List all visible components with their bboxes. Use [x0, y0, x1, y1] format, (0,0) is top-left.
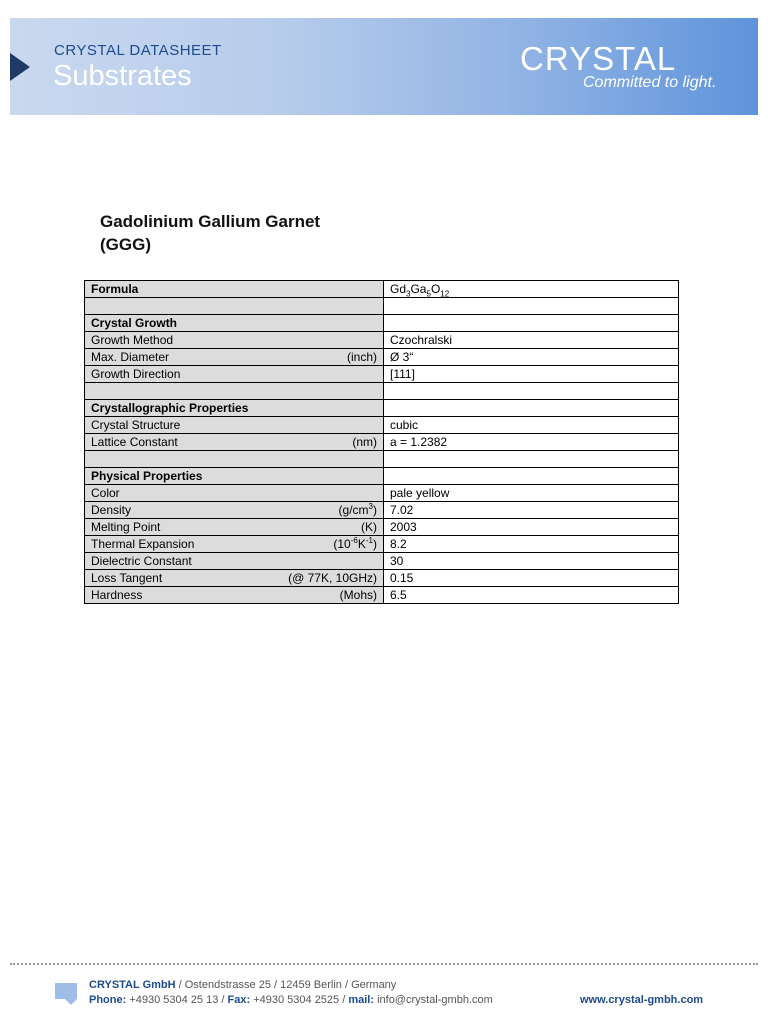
row-label: Density — [91, 502, 132, 517]
table-row — [85, 349, 679, 366]
formula-value — [384, 281, 679, 298]
row-label: Max. Diameter — [91, 349, 170, 364]
row-label: Growth Method — [91, 332, 174, 347]
section-heading — [85, 315, 384, 332]
unit-superscript: 3 — [368, 501, 373, 511]
row-value: Ø 3“ — [384, 349, 679, 366]
properties-table — [84, 280, 679, 604]
brand-tagline: Committed to light. — [583, 74, 717, 91]
row-unit-thermal — [333, 537, 377, 552]
table-row — [85, 366, 679, 383]
footer-fax: +4930 5304 2525 / — [250, 994, 349, 1006]
row-value: 7.02 — [384, 502, 679, 519]
formula-subscript: 3 — [406, 288, 411, 298]
header-title: Substrates — [53, 60, 192, 92]
table-row — [85, 502, 679, 519]
unit-part: (g/cm — [338, 502, 369, 517]
row-label-cell — [85, 434, 384, 451]
formula-part: Ga — [410, 281, 427, 296]
brand-logo-part: CR — [520, 40, 570, 77]
brand-logo — [520, 40, 676, 78]
brand-logo-y: Y — [569, 40, 593, 77]
row-label: Growth Direction — [91, 366, 181, 381]
table-row — [85, 570, 679, 587]
footer-company: CRYSTAL GmbH — [89, 979, 176, 991]
row-label: Melting Point — [91, 519, 161, 534]
row-label-cell — [85, 502, 384, 519]
table-row-spacer — [85, 383, 679, 400]
table-row — [85, 553, 679, 570]
formula-subscript: 12 — [440, 288, 450, 298]
table-row — [85, 434, 679, 451]
row-label-cell — [85, 332, 384, 349]
row-label: Crystal Structure — [91, 417, 181, 432]
footer-website-link[interactable]: www.crystal-gmbh.com — [580, 994, 704, 1006]
unit-part: (10 — [333, 536, 351, 551]
section-heading-value — [384, 400, 679, 417]
speech-bubble-icon — [55, 983, 77, 999]
row-value: 8.2 — [384, 536, 679, 553]
row-value: 6.5 — [384, 587, 679, 604]
row-label: Loss Tangent — [91, 570, 163, 585]
row-label: Physical Properties — [91, 468, 203, 483]
row-unit: (nm) — [352, 434, 377, 449]
row-label-cell — [85, 553, 384, 570]
footer-mail-label: mail: — [348, 994, 375, 1006]
footer-address: / Ostendstrasse 25 / 12459 Berlin / Germany — [175, 979, 397, 991]
row-label-cell — [85, 417, 384, 434]
spacer-cell — [85, 298, 384, 315]
row-value: 0.15 — [384, 570, 679, 587]
header-subtitle: CRYSTAL DATASHEET — [54, 42, 222, 59]
unit-part: ) — [373, 502, 377, 517]
row-value: a = 1.2382 — [384, 434, 679, 451]
row-value: pale yellow — [384, 485, 679, 502]
row-label: Formula — [91, 281, 139, 296]
brand-logo-part: STAL — [592, 40, 677, 77]
table-row — [85, 587, 679, 604]
spacer-cell — [384, 383, 679, 400]
footer-phone-label: Phone: — [89, 994, 127, 1006]
datasheet-header-banner — [10, 18, 758, 115]
row-label: Crystal Growth — [91, 315, 178, 330]
table-row — [85, 485, 679, 502]
table-row-spacer — [85, 451, 679, 468]
table-row-section-heading — [85, 468, 679, 485]
unit-superscript: -1 — [365, 535, 373, 545]
table-row-section-heading — [85, 315, 679, 332]
row-label: Hardness — [91, 587, 143, 602]
formula-part: O — [430, 281, 441, 296]
row-label-cell — [85, 349, 384, 366]
arrow-icon — [10, 53, 30, 81]
footer-fax-label: Fax: — [227, 994, 251, 1006]
footer-mail-link[interactable]: info@crystal-gmbh.com — [374, 994, 493, 1006]
row-label: Lattice Constant — [91, 434, 178, 449]
section-heading-value — [384, 468, 679, 485]
row-label-cell — [85, 570, 384, 587]
unit-superscript: -6 — [350, 535, 358, 545]
table-row-spacer — [85, 298, 679, 315]
row-value: 30 — [384, 553, 679, 570]
row-label-cell — [85, 485, 384, 502]
footer-divider — [10, 963, 758, 965]
row-label-cell — [85, 587, 384, 604]
row-label: Dielectric Constant — [91, 553, 192, 568]
row-unit-density — [339, 503, 377, 518]
spacer-cell — [384, 451, 679, 468]
row-unit: (Mohs) — [339, 587, 377, 602]
table-row — [85, 536, 679, 553]
product-title-line2: (GGG) — [100, 235, 151, 254]
row-label-cell — [85, 536, 384, 553]
footer-contact-line — [89, 994, 493, 1006]
spacer-cell — [384, 298, 679, 315]
table-row — [85, 417, 679, 434]
table-row-section-heading — [85, 400, 679, 417]
formula-part: Gd — [390, 281, 407, 296]
footer-address-line — [89, 979, 396, 991]
row-value: Czochralski — [384, 332, 679, 349]
unit-part: ) — [373, 536, 377, 551]
row-value: 2003 — [384, 519, 679, 536]
row-value: cubic — [384, 417, 679, 434]
section-heading — [85, 400, 384, 417]
formula-subscript: 5 — [426, 288, 431, 298]
speech-bubble-icon-tail — [65, 999, 77, 1005]
row-label-cell — [85, 519, 384, 536]
formula-label — [85, 281, 384, 298]
table-row — [85, 332, 679, 349]
table-row — [85, 519, 679, 536]
row-unit: (K) — [361, 519, 377, 534]
row-label: Crystallographic Properties — [91, 400, 249, 415]
row-label: Color — [91, 485, 120, 500]
unit-part: K — [357, 536, 366, 551]
row-label: Thermal Expansion — [91, 536, 195, 551]
row-unit: (inch) — [346, 349, 377, 364]
product-title-line1: Gadolinium Gallium Garnet — [100, 212, 321, 231]
product-title — [100, 210, 320, 256]
section-heading-value — [384, 315, 679, 332]
row-value: [111] — [384, 366, 679, 383]
table-row-formula — [85, 281, 679, 298]
section-heading — [85, 468, 384, 485]
footer-phone: +4930 5304 25 13 / — [126, 994, 228, 1006]
spacer-cell — [85, 451, 384, 468]
spacer-cell — [85, 383, 384, 400]
row-unit: (@ 77K, 10GHz) — [288, 570, 377, 585]
row-label-cell — [85, 366, 384, 383]
